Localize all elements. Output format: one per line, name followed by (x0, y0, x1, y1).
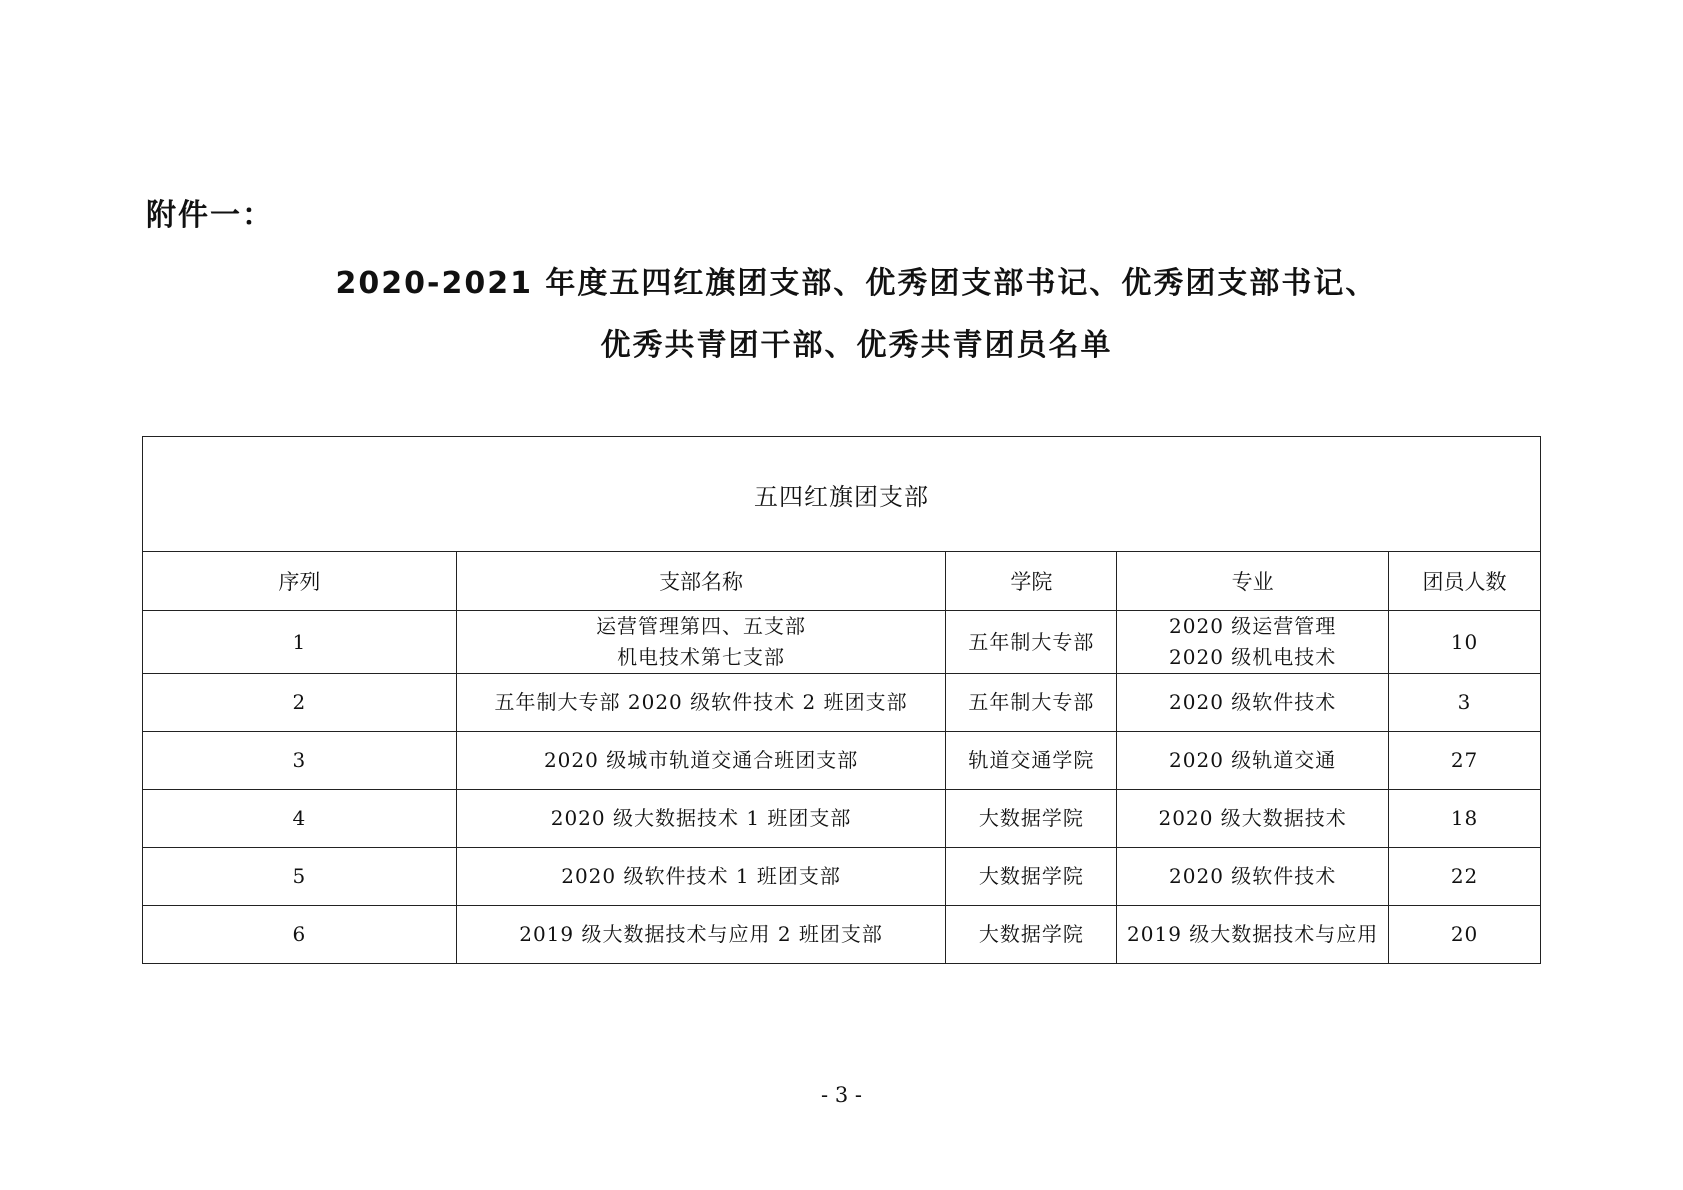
cell-college: 轨道交通学院 (946, 732, 1117, 790)
table-row (143, 674, 1541, 732)
cell-major: 2020 级软件技术 (1117, 848, 1389, 906)
cell-members: 20 (1389, 906, 1541, 964)
attachment-label: 附件一： (146, 198, 274, 233)
cell-members: 27 (1389, 732, 1541, 790)
table-row (143, 848, 1541, 906)
cell-branch (456, 611, 946, 674)
cell-major (1117, 611, 1389, 674)
cell-index: 4 (143, 790, 457, 848)
honor-roster-table (142, 436, 1541, 964)
cell-branch-line: 运营管理第四、五支部 (596, 614, 807, 638)
table-section-row (143, 437, 1541, 552)
cell-branch-line: 机电技术第七支部 (617, 645, 786, 669)
cell-members: 18 (1389, 790, 1541, 848)
cell-college: 五年制大专部 (946, 674, 1117, 732)
column-header-major: 专业 (1117, 552, 1389, 611)
document-title-line-1: 2020-2021 年度五四红旗团支部、优秀团支部书记、优秀团支部书记、 (335, 266, 1378, 301)
cell-members: 3 (1389, 674, 1541, 732)
cell-index: 5 (143, 848, 457, 906)
section-title: 五四红旗团支部 (143, 437, 1541, 552)
cell-branch: 2020 级软件技术 1 班团支部 (456, 848, 946, 906)
cell-branch: 2020 级城市轨道交通合班团支部 (456, 732, 946, 790)
cell-major-line: 2020 级机电技术 (1169, 645, 1337, 669)
cell-branch: 2020 级大数据技术 1 班团支部 (456, 790, 946, 848)
cell-college: 大数据学院 (946, 790, 1117, 848)
cell-major: 2019 级大数据技术与应用 (1117, 906, 1389, 964)
cell-branch: 五年制大专部 2020 级软件技术 2 班团支部 (456, 674, 946, 732)
table-row (143, 611, 1541, 674)
column-header-college: 学院 (946, 552, 1117, 611)
column-header-branch: 支部名称 (456, 552, 946, 611)
cell-index: 2 (143, 674, 457, 732)
table-header-row (143, 552, 1541, 611)
cell-members: 10 (1389, 611, 1541, 674)
cell-index: 6 (143, 906, 457, 964)
cell-college: 五年制大专部 (946, 611, 1117, 674)
column-header-members: 团员人数 (1389, 552, 1541, 611)
cell-branch: 2019 级大数据技术与应用 2 班团支部 (456, 906, 946, 964)
document-title-line-2: 优秀共青团干部、优秀共青团员名单 (600, 328, 1113, 363)
cell-major-line: 2020 级运营管理 (1169, 614, 1337, 638)
cell-college: 大数据学院 (946, 848, 1117, 906)
cell-index: 1 (143, 611, 457, 674)
cell-major: 2020 级软件技术 (1117, 674, 1389, 732)
page-number: - 3 - (821, 1083, 862, 1107)
cell-major: 2020 级轨道交通 (1117, 732, 1389, 790)
column-header-index: 序列 (143, 552, 457, 611)
cell-major: 2020 级大数据技术 (1117, 790, 1389, 848)
cell-index: 3 (143, 732, 457, 790)
cell-college: 大数据学院 (946, 906, 1117, 964)
table-row (143, 790, 1541, 848)
table-row (143, 732, 1541, 790)
table-row (143, 906, 1541, 964)
cell-members: 22 (1389, 848, 1541, 906)
